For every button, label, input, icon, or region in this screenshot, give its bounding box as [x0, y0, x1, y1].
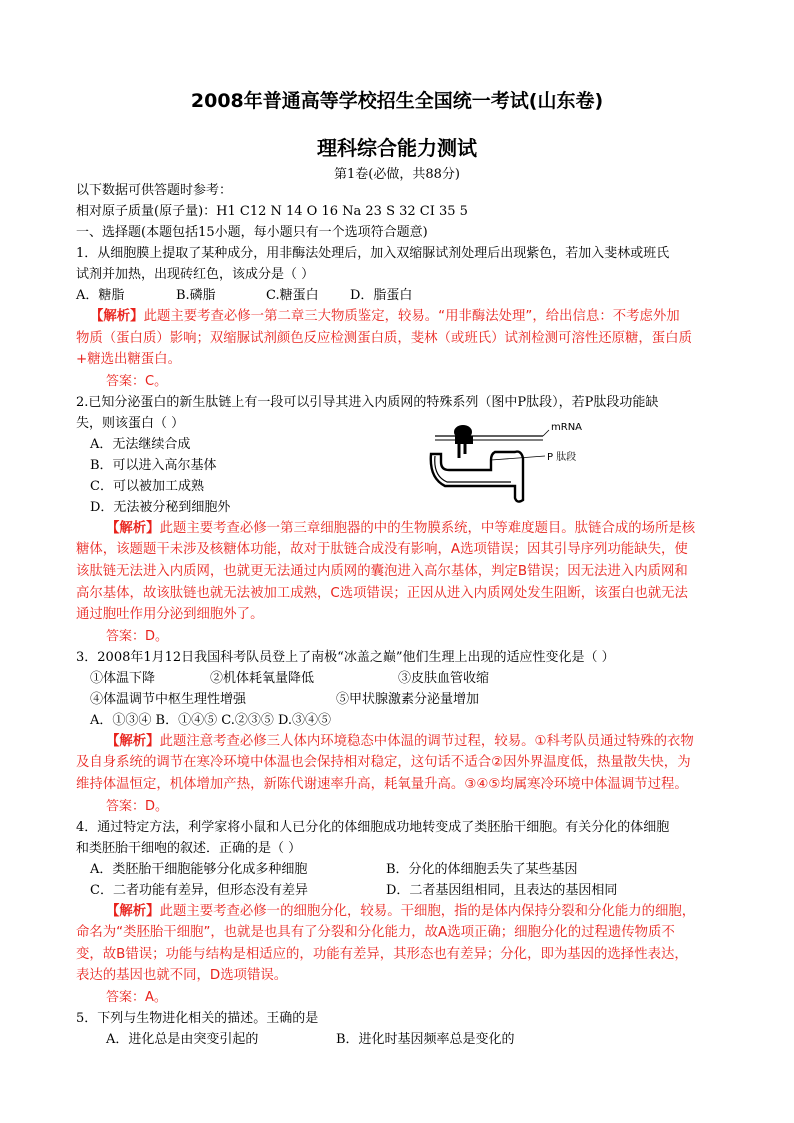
q1-explanation-tag: 【解析】	[90, 309, 144, 324]
q4-stem: 4．通过特定方法，利学家将小鼠和人已分化的体细胞成功地转变成了类胚胎干细胞。有关分化的体细胞	[76, 819, 670, 835]
q4-exp-line: 变，故B错误；功能与结构是相适应的，功能有差异，其形态也有差异；分化，即为基因的选择性表达，	[76, 946, 688, 962]
q4-exp-line: 此题主要考查必修一的细胞分化，较易。干细胞，指的是体内保持分裂和分化能力的细胞，	[159, 903, 696, 919]
p-peptide-label: P 肽段	[547, 452, 577, 463]
q3-item: ②机体耗氧量降低	[210, 670, 315, 686]
q1-options	[76, 285, 724, 306]
part-heading: 第1卷(必做，共88分)	[334, 167, 460, 182]
q3-answer: 答案：D。	[106, 798, 169, 814]
exam-title: 2008年普通高等学校招生全国统一考试(山东卷)	[190, 90, 604, 112]
q1-option-b: B.磷脂	[176, 288, 216, 303]
q4-explanation	[76, 901, 724, 923]
q2-exp-line: 糖体，该题题干未涉及核糖体功能，故对于肽链合成没有影响，A选项错误；因其引导序列功能缺失，使	[76, 542, 688, 558]
q2-option-d: D．无法被分秘到细胞外	[90, 499, 231, 515]
q1-answer: 答案：C。	[106, 373, 168, 389]
q1-stem-cont: 试剂并加热，出现砖红色，该成分是（ ）	[76, 267, 315, 282]
q1-exp-line: 物质（蛋白质）影响；双缩脲试剂颜色反应检测蛋白质，斐林（或班氏）试剂检测可溶性还原糖，蛋白质	[76, 330, 692, 346]
q4-option-d: D．二者基因组相同，且表达的基因相同	[386, 882, 618, 898]
q2-exp-line: 该肽链无法进入内质网，也就更无法通过内质网的囊泡进入高尔基体，判定B错误；因无法进入内质网和	[76, 563, 688, 579]
q1-explanation	[76, 306, 724, 328]
q3-exp-line: 此题注意考查必修三人体内环境稳态中体温的调节过程，较易。①科考队员通过特殊的衣物	[159, 733, 694, 749]
q2-stem-cont: 失，则该蛋白（ ）	[76, 415, 185, 431]
q2-option-c: C．可以被加工成熟	[90, 478, 204, 494]
q5-option-b: B．进化时基因频率总是变化的	[336, 1031, 515, 1047]
q2-option-b: B．可以进入高尔基体	[90, 457, 217, 473]
q5-stem: 5．下列与生物进化相关的描述。王确的是	[76, 1010, 319, 1026]
q3-exp-line: 维持体温恒定，机体增加产热，新陈代谢速率升高，耗氧量升高。③④⑤均属寒冷环境中体温调节过程。	[76, 776, 688, 792]
q3-options: A．①③④ B．①④⑤ C.②③⑤ D.③④⑤	[90, 712, 332, 728]
mrna-label: mRNA	[551, 422, 583, 433]
q5-options-row	[76, 1029, 724, 1050]
q1-exp-line: +糖选出糖蛋白。	[76, 352, 181, 368]
q4-options-row2	[76, 880, 724, 901]
q3-items-row2	[76, 689, 724, 710]
q2-option-a: A．无法继续合成	[90, 436, 191, 452]
section-heading: 一、选择题(本题包括15小题，每小题只有一个选项符合题意)	[76, 225, 428, 240]
q4-exp-line: 表达的基因也就不同，D选项错误。	[76, 968, 288, 984]
q1-option-c: C.糖蛋白	[266, 288, 319, 303]
q2-exp-line: 高尔基体，故该肽链也就无法被加工成熟，C选项错误；正因从进入内质网处发生阻断，该蛋白也就无法	[76, 585, 688, 601]
q4-answer: 答案：A。	[106, 989, 167, 1005]
exam-content	[76, 180, 724, 1050]
q2-explanation-tag: 【解析】	[106, 520, 160, 536]
intro-line: 以下数据可供答题时参考：	[76, 183, 233, 198]
q4-exp-line: 命名为“类胚胎干细胞”，也就是也具有了分裂和分化能力，故A选项正确；细胞分化的过程遗传物质不	[76, 925, 675, 941]
q3-items-row1	[76, 668, 724, 689]
exam-subtitle: 理科综合能力测试	[317, 136, 477, 160]
q4-option-b: B．分化的体细胞丢失了某些基因	[386, 861, 578, 877]
q5-option-a: A．进化总是由突变引起的	[106, 1031, 259, 1047]
q2-figure	[425, 418, 625, 508]
q4-option-c: C．二者功能有差异，但形态没有差异	[90, 882, 308, 898]
q3-item: ④体温调节中枢生理性增强	[90, 691, 247, 707]
q1-option-a: A．糖脂	[76, 288, 125, 303]
q2-exp-line: 通过胞吐作用分泌到细胞外了。	[76, 607, 264, 623]
peptide-diagram	[425, 418, 625, 508]
q3-explanation	[76, 731, 724, 753]
q3-stem: 3．2008年1月12日我国科考队员登上了南极“冰盖之巅”他们生理上出现的适应性变化是（ ）	[76, 649, 615, 665]
q2-explanation	[76, 518, 724, 540]
er-membrane	[431, 452, 523, 502]
q2-stem: 2.已知分泌蛋白的新生肽链上有一段可以引导其进入内质网的特殊系列（图中P肽段），若P肽段功能缺	[76, 394, 659, 410]
q4-stem-cont: 和类胚胎干细咆的叙述．正确的是（ ）	[76, 840, 302, 856]
q1-stem: 1．从细胞膜上提取了某种成分，用非酶法处理后，加入双缩脲试剂处理后出现紫色，若加入斐林或班氏	[76, 246, 670, 261]
q3-item: ⑤甲状腺激素分泌量增加	[336, 691, 480, 707]
q4-option-a: A．类胚胎干细胞能够分化成多种细胞	[90, 861, 308, 877]
atomic-mass-line: 相对原子质量(原子量)：H1 C12 N 14 O 16 Na 23 S 32 CI 35 5	[76, 204, 468, 219]
q4-options-row1	[76, 859, 724, 880]
q3-explanation-tag: 【解析】	[106, 733, 160, 749]
q2-answer: 答案：D。	[106, 628, 169, 644]
q1-option-d: D．脂蛋白	[350, 288, 413, 303]
q3-item: ③皮肤血管收缩	[398, 670, 490, 686]
q3-exp-line: 及自身系统的调节在寒冷环境中体温也会保持相对稳定，这句话不适合②因外界温度低，热量散失快，为	[76, 755, 691, 771]
q2-exp-line: 此题主要考查必修一第三章细胞器的中的生物膜系统，中等难度题目。肽链合成的场所是核	[159, 520, 696, 536]
q3-item: ①体温下降	[90, 670, 156, 686]
q4-explanation-tag: 【解析】	[106, 903, 160, 919]
q1-exp-line: 此题主要考查必修一第二章三大物质鉴定，较易。“用非酶法处理”，给出信息：不考虑外加	[143, 309, 680, 324]
